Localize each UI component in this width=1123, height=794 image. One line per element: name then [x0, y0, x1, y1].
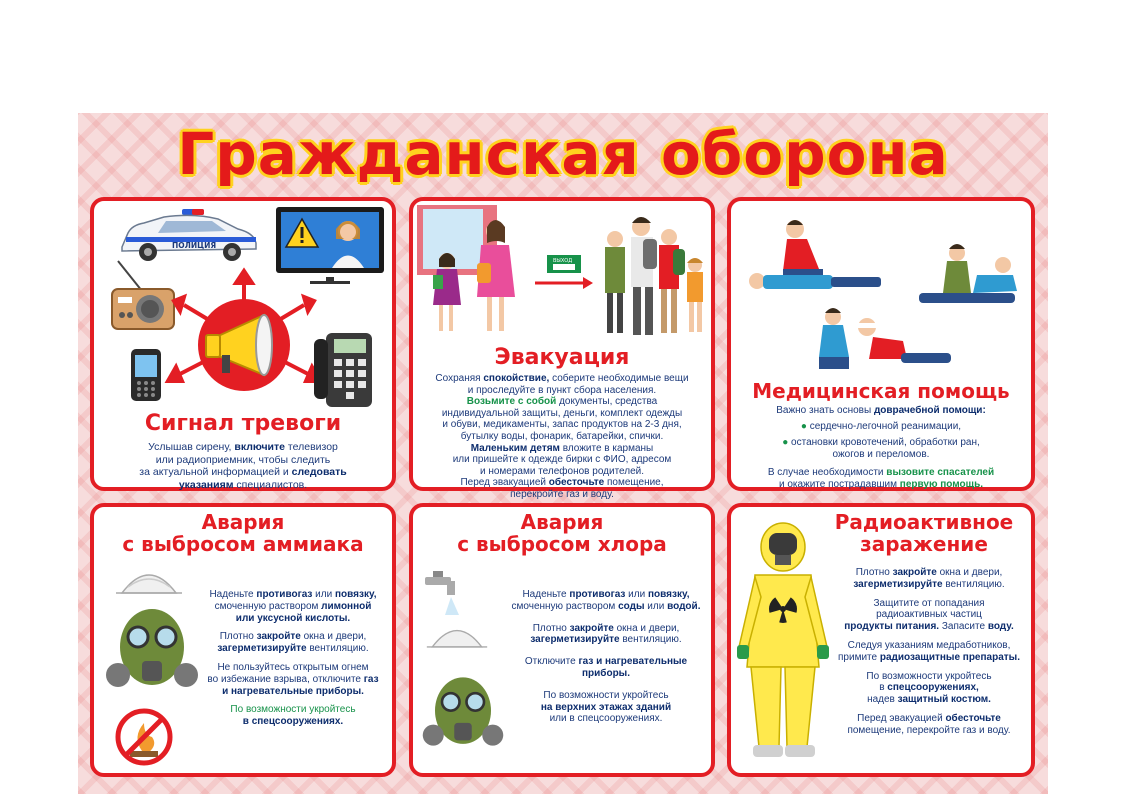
evacuation-instructions: Сохраняя спокойствие, соберите необходимые вещи и проследуйте в пункт сбора населения. Возьмите с собой документы, средства индивидуальной защиты, деньги, комплект одежды и обуви, медикаменты, запас продуктов на 2-3 дня, бутылку воды, фонарик, батарейки, спички. Маленьким детям вложите в карманы или пришейте к одежде бирки с ФИО, адресом и номерами телефонов родителей. Перед эвакуацией обесточьте помещение, перекройте газ и воду.: [435, 373, 689, 500]
panel-evacuation: [409, 197, 715, 500]
no-open-fire-icon: [114, 707, 174, 767]
panel-chlorine-accident: [409, 503, 715, 777]
panel-title-medical: Медицинская помощь: [752, 379, 1010, 403]
panel-title-evacuation: Эвакуация: [494, 345, 630, 370]
panel-alarm-signal: [90, 197, 396, 491]
exit-sign-arrow-icon: [535, 253, 595, 293]
panel-title-ammonia: Авария с выбросом аммиака: [122, 510, 364, 556]
mother-and-child-icon: [417, 205, 533, 339]
respirator-mask-icon: [114, 563, 184, 599]
gas-mask-icon: [104, 603, 200, 701]
cpr-scene-icon: [743, 209, 893, 299]
medical-bullet-1: ● сердечно-легочной реанимации,: [800, 421, 962, 432]
panel-title-chlorine: Авария с выбросом хлора: [457, 510, 667, 556]
police-car-label: ПОЛИЦИЯ: [172, 241, 217, 250]
alarm-instructions: Услышав сирену, включите телевизор или радиоприемник, чтобы следить за актуальной информацией и следовать указаниям специалистов.: [139, 441, 347, 491]
hazmat-suit-icon: [735, 517, 831, 767]
water-tap-icon: [421, 567, 471, 617]
chlorine-instructions: Наденьте противогаз или повязку, смоченную раствором соды или водой. Плотно закройте окна и двери, загерметизируйте вентиляцию. Отключите газ и нагревательные приборы. По возможности укройтесь на верхних этажах зданий или в спецсооружениях.: [511, 589, 701, 725]
panel-medical-aid: [727, 197, 1035, 491]
gas-mask-icon: [421, 669, 505, 761]
desk-phone-icon: [312, 329, 390, 409]
ammonia-instructions: Наденьте противогаз или повязку, смоченную раствором лимонной или уксусной кислоты. Плотно закройте окна и двери, загерметизируйте вентиляцию. Не пользуйтесь открытым огнем во избежание взрыва, отключите газ и нагревательные приборы. По возможности укройтесь в спецсооружениях.: [207, 589, 379, 728]
medical-bullet-2: ● остановки кровотечений, обработки ран,: [782, 437, 980, 448]
panel-radioactive-contamination: [727, 503, 1035, 777]
megaphone-alarm-icon: [164, 271, 324, 411]
civil-defense-poster: [78, 113, 1048, 794]
poster-title: Гражданская оборона: [177, 120, 949, 188]
svg-text:ВЫХОД: ВЫХОД: [553, 258, 573, 264]
respirator-mask-icon: [425, 619, 489, 653]
medical-instructions: Важно знать основы доврачебной помощи: ● сердечно-легочной реанимации, ● остановки кровотечений, обработки ран, ожогов и переломов. В случае необходимости вызовите спасателей и окажите пострадавшим первую помощь.: [737, 405, 1025, 491]
radiation-instructions: Плотно закройте окна и двери, загерметизируйте вентиляцию. Защитите от попадания радиоактивных частиц продукты питания. Запасите воду. Следуя указаниям медработников, примите радиозащитные препараты. По возможности укройтесь в спецсооружениях, надев защитный костюм. Перед эвакуацией обесточьте помещение, перекройте газ и воду.: [838, 567, 1020, 736]
panel-title-radiation: Радиоактивное заражение: [834, 510, 1014, 556]
family-with-backpacks-icon: [597, 209, 715, 343]
head-injury-aid-icon: [811, 297, 961, 377]
panel-ammonia-accident: [90, 503, 396, 777]
mobile-phone-icon: [128, 347, 164, 403]
panel-title-alarm: Сигнал тревоги: [144, 411, 342, 436]
